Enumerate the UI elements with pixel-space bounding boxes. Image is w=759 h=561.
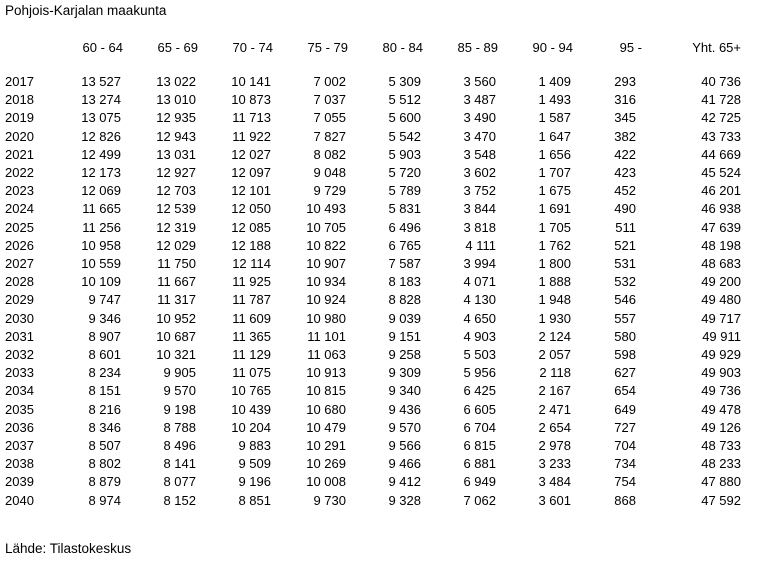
row-year: 2029	[5, 292, 34, 308]
table-row	[0, 437, 755, 455]
table-cell: 3 487	[463, 92, 496, 108]
table-cell: 10 958	[81, 237, 121, 253]
table-cell: 10 141	[231, 74, 271, 89]
table-cell: 316	[614, 92, 636, 108]
table-cell: 10 269	[306, 456, 346, 472]
table-cell: 47 592	[701, 492, 741, 508]
table-cell: 3 602	[463, 165, 496, 181]
table-row	[0, 219, 755, 237]
row-year: 2032	[5, 347, 34, 363]
table-cell: 7 002	[313, 74, 346, 89]
table-cell: 546	[614, 292, 636, 308]
table-cell: 754	[614, 474, 636, 490]
table-cell: 49 911	[702, 328, 741, 344]
table-cell: 12 101	[231, 183, 271, 199]
row-year: 2031	[5, 328, 34, 344]
table-cell: 654	[614, 383, 636, 399]
table-cell: 5 789	[388, 183, 421, 199]
table-cell: 1 656	[538, 146, 571, 162]
table-cell: 12 050	[231, 201, 271, 217]
table-cell: 49 736	[701, 383, 741, 399]
table-cell: 9 328	[388, 492, 421, 508]
table-cell: 12 927	[156, 165, 196, 181]
table-cell: 9 883	[238, 438, 271, 454]
table-cell: 9 198	[163, 401, 196, 417]
table-cell: 382	[614, 128, 636, 144]
table-cell: 9 309	[388, 365, 421, 381]
table-cell: 3 601	[538, 492, 571, 508]
table-cell: 49 717	[701, 310, 741, 326]
table-cell: 4 903	[463, 328, 496, 344]
table-cell: 10 479	[306, 419, 346, 435]
table-cell: 8 077	[163, 474, 196, 490]
table-cell: 3 818	[463, 219, 496, 235]
population-table	[0, 38, 755, 510]
table-cell: 47 880	[701, 474, 741, 490]
table-cell: 10 913	[306, 365, 346, 381]
row-year: 2026	[5, 237, 34, 253]
table-cell: 13 010	[156, 92, 196, 108]
table-cell: 8 141	[163, 456, 196, 472]
table-cell: 1 647	[538, 128, 571, 144]
table-cell: 9 747	[88, 292, 121, 308]
row-year: 2035	[5, 401, 34, 417]
table-row	[0, 200, 755, 218]
table-cell: 1 493	[538, 92, 571, 108]
table-cell: 5 831	[388, 201, 421, 217]
table-cell: 1 705	[538, 219, 571, 235]
table-cell: 6 949	[463, 474, 496, 490]
table-cell: 10 705	[306, 219, 346, 235]
table-cell: 12 539	[156, 201, 196, 217]
table-cell: 10 873	[231, 92, 271, 108]
table-cell: 868	[614, 492, 636, 508]
table-cell: 10 493	[306, 201, 346, 217]
table-cell: 511	[615, 219, 636, 235]
table-cell: 49 480	[701, 292, 741, 308]
row-year: 2036	[5, 419, 34, 435]
table-cell: 11 925	[232, 274, 271, 290]
table-cell: 8 851	[238, 492, 271, 508]
table-cell: 3 548	[463, 146, 496, 162]
row-year: 2022	[5, 165, 34, 181]
table-cell: 11 063	[307, 347, 346, 363]
table-cell: 11 713	[232, 110, 271, 126]
table-cell: 422	[614, 146, 636, 162]
table-cell: 2 978	[538, 438, 571, 454]
table-cell: 48 198	[701, 237, 741, 253]
table-cell: 8 601	[88, 347, 121, 363]
table-cell: 10 439	[231, 401, 271, 417]
table-cell: 48 233	[701, 456, 741, 472]
column-header: 65 - 69	[157, 40, 198, 55]
table-cell: 12 069	[81, 183, 121, 199]
table-cell: 521	[614, 237, 636, 253]
table-cell: 10 924	[306, 292, 346, 308]
table-cell: 11 365	[232, 328, 271, 344]
table-cell: 13 031	[156, 146, 196, 162]
table-cell: 6 704	[463, 419, 496, 435]
table-cell: 48 683	[701, 256, 741, 272]
table-cell: 1 691	[538, 201, 571, 217]
table-row	[0, 73, 755, 91]
table-cell: 46 938	[701, 201, 741, 217]
row-year: 2023	[5, 183, 34, 199]
table-body	[0, 73, 755, 510]
table-cell: 11 101	[307, 328, 346, 344]
table-cell: 3 484	[538, 474, 571, 490]
table-cell: 43 733	[701, 128, 741, 144]
table-cell: 9 570	[388, 419, 421, 435]
row-year: 2021	[5, 146, 34, 162]
table-cell: 1 930	[538, 310, 571, 326]
table-cell: 490	[614, 201, 636, 217]
table-cell: 12 943	[156, 128, 196, 144]
table-cell: 531	[614, 256, 636, 272]
table-cell: 9 346	[88, 310, 121, 326]
table-cell: 2 654	[538, 419, 571, 435]
table-cell: 8 507	[88, 438, 121, 454]
header-year	[0, 38, 51, 58]
table-cell: 8 907	[88, 328, 121, 344]
table-cell: 8 234	[88, 365, 121, 381]
table-cell: 44 669	[701, 146, 741, 162]
table-cell: 2 471	[538, 401, 571, 417]
table-row	[0, 237, 755, 255]
table-cell: 46 201	[701, 183, 741, 199]
table-cell: 8 496	[163, 438, 196, 454]
column-header: 90 - 94	[532, 40, 573, 55]
table-cell: 13 527	[81, 74, 121, 89]
table-cell: 11 750	[157, 256, 196, 272]
table-row	[0, 255, 755, 273]
row-year: 2034	[5, 383, 34, 399]
table-cell: 2 167	[538, 383, 571, 399]
table-cell: 10 559	[81, 256, 121, 272]
table-cell: 580	[614, 328, 636, 344]
table-cell: 11 317	[157, 292, 196, 308]
table-cell: 5 503	[463, 347, 496, 363]
table-row	[0, 146, 755, 164]
table-cell: 9 566	[388, 438, 421, 454]
row-year: 2037	[5, 438, 34, 454]
table-cell: 1 948	[538, 292, 571, 308]
table-cell: 1 888	[538, 274, 571, 290]
table-header	[0, 38, 755, 73]
table-cell: 7 587	[388, 256, 421, 272]
table-cell: 9 412	[388, 474, 421, 490]
table-cell: 10 934	[306, 274, 346, 290]
table-cell: 8 151	[88, 383, 121, 399]
table-row	[0, 382, 755, 400]
table-cell: 10 907	[306, 256, 346, 272]
row-year: 2019	[5, 110, 34, 126]
table-cell: 8 828	[388, 292, 421, 308]
table-cell: 8 346	[88, 419, 121, 435]
table-row	[0, 328, 755, 346]
table-row	[0, 182, 755, 200]
column-header: 75 - 79	[307, 40, 348, 55]
table-cell: 12 319	[156, 219, 196, 235]
column-header: 80 - 84	[382, 40, 423, 55]
table-cell: 49 903	[701, 365, 741, 381]
row-year: 2039	[5, 474, 34, 490]
table-cell: 5 512	[388, 92, 421, 108]
table-cell: 345	[614, 110, 636, 126]
table-cell: 9 729	[313, 183, 346, 199]
table-cell: 8 974	[88, 492, 121, 508]
table-cell: 12 027	[231, 146, 271, 162]
table-cell: 11 075	[232, 365, 271, 381]
row-year: 2028	[5, 274, 34, 290]
table-cell: 13 274	[81, 92, 121, 108]
table-cell: 2 124	[538, 328, 571, 344]
table-cell: 4 130	[463, 292, 496, 308]
table-cell: 6 815	[463, 438, 496, 454]
table-row	[0, 273, 755, 291]
table-cell: 12 499	[81, 146, 121, 162]
table-row	[0, 91, 755, 109]
table-cell: 42 725	[701, 110, 741, 126]
row-year: 2020	[5, 128, 34, 144]
table-cell: 1 587	[538, 110, 571, 126]
table-cell: 532	[614, 274, 636, 290]
table-cell: 9 730	[313, 492, 346, 508]
table-cell: 10 952	[156, 310, 196, 326]
table-cell: 10 765	[231, 383, 271, 399]
table-cell: 5 903	[388, 146, 421, 162]
table-cell: 10 687	[156, 328, 196, 344]
table-cell: 11 665	[82, 201, 121, 217]
column-header: 60 - 64	[82, 40, 123, 55]
column-header: 70 - 74	[232, 40, 273, 55]
table-cell: 40 736	[701, 74, 741, 89]
table-cell: 11 667	[157, 274, 196, 290]
table-cell: 557	[614, 310, 636, 326]
table-cell: 10 109	[81, 274, 121, 290]
table-cell: 1 707	[538, 165, 571, 181]
table-cell: 10 680	[306, 401, 346, 417]
table-cell: 1 762	[538, 237, 571, 253]
table-cell: 9 039	[388, 310, 421, 326]
table-cell: 2 118	[539, 365, 571, 381]
row-year: 2024	[5, 201, 34, 217]
table-cell: 12 085	[231, 219, 271, 235]
table-row	[0, 128, 755, 146]
row-year: 2033	[5, 365, 34, 381]
page-title: Pohjois-Karjalan maakunta	[5, 3, 167, 18]
table-row	[0, 473, 755, 491]
table-cell: 598	[614, 347, 636, 363]
table-cell: 11 609	[232, 310, 271, 326]
table-cell: 423	[614, 165, 636, 181]
table-cell: 10 008	[306, 474, 346, 490]
table-cell: 12 188	[231, 237, 271, 253]
table-cell: 5 956	[463, 365, 496, 381]
table-cell: 8 183	[388, 274, 421, 290]
table-row	[0, 364, 755, 382]
table-cell: 9 905	[163, 365, 196, 381]
table-cell: 9 258	[388, 347, 421, 363]
table-cell: 3 490	[463, 110, 496, 126]
table-cell: 1 675	[538, 183, 571, 199]
table-cell: 47 639	[701, 219, 741, 235]
row-year: 2017	[5, 74, 34, 89]
table-cell: 5 720	[388, 165, 421, 181]
table-cell: 6 496	[388, 219, 421, 235]
table-cell: 3 752	[463, 183, 496, 199]
table-cell: 48 733	[701, 438, 741, 454]
table-cell: 12 029	[156, 237, 196, 253]
table-cell: 6 425	[463, 383, 496, 399]
table-cell: 1 409	[538, 74, 571, 89]
table-cell: 3 844	[463, 201, 496, 217]
column-header: 95 -	[619, 40, 642, 55]
row-year: 2025	[5, 219, 34, 235]
table-cell: 12 703	[156, 183, 196, 199]
source-note: Lähde: Tilastokeskus	[5, 541, 132, 556]
table-cell: 8 082	[313, 146, 346, 162]
table-cell: 7 055	[313, 110, 346, 126]
table-cell: 7 062	[463, 492, 496, 508]
table-cell: 9 196	[238, 474, 271, 490]
table-cell: 2 057	[538, 347, 571, 363]
table-cell: 9 570	[163, 383, 196, 399]
table-cell: 452	[614, 183, 636, 199]
table-row	[0, 310, 755, 328]
table-cell: 6 765	[388, 237, 421, 253]
row-year: 2038	[5, 456, 34, 472]
table-cell: 45 524	[701, 165, 741, 181]
table-cell: 12 826	[81, 128, 121, 144]
table-row	[0, 291, 755, 309]
table-cell: 12 097	[231, 165, 271, 181]
table-cell: 4 111	[465, 237, 496, 253]
header-row	[0, 38, 755, 58]
table-cell: 11 787	[232, 292, 271, 308]
table-cell: 5 309	[388, 74, 421, 89]
table-cell: 3 470	[463, 128, 496, 144]
table-row	[0, 109, 755, 127]
table-row	[0, 419, 755, 437]
table-cell: 10 204	[231, 419, 271, 435]
table-cell: 4 650	[463, 310, 496, 326]
table-row	[0, 346, 755, 364]
row-year: 2030	[5, 310, 34, 326]
table-cell: 3 233	[538, 456, 571, 472]
table-cell: 6 605	[463, 401, 496, 417]
table-cell: 8 216	[88, 401, 121, 417]
table-cell: 11 129	[232, 347, 271, 363]
table-cell: 11 256	[82, 219, 121, 235]
table-cell: 8 788	[163, 419, 196, 435]
table-cell: 49 200	[701, 274, 741, 290]
table-cell: 13 075	[81, 110, 121, 126]
table-cell: 49 126	[701, 419, 741, 435]
table-cell: 627	[614, 365, 636, 381]
table-cell: 12 173	[81, 165, 121, 181]
table-cell: 9 048	[313, 165, 346, 181]
table-cell: 9 466	[388, 456, 421, 472]
table-cell: 1 800	[538, 256, 571, 272]
column-header: 85 - 89	[457, 40, 498, 55]
table-cell: 3 560	[463, 74, 496, 89]
row-year: 2027	[5, 256, 34, 272]
table-cell: 8 152	[163, 492, 196, 508]
table-cell: 7 827	[313, 128, 346, 144]
table-cell: 10 815	[306, 383, 346, 399]
table-cell: 727	[614, 419, 636, 435]
table-cell: 12 114	[232, 256, 271, 272]
table-cell: 41 728	[701, 92, 741, 108]
table-cell: 7 037	[313, 92, 346, 108]
table-cell: 5 600	[388, 110, 421, 126]
table-cell: 49 929	[701, 347, 741, 363]
row-year: 2040	[5, 492, 34, 508]
table-row	[0, 164, 755, 182]
table-cell: 8 802	[88, 456, 121, 472]
table-cell: 12 935	[156, 110, 196, 126]
table-cell: 49 478	[701, 401, 741, 417]
table-cell: 4 071	[463, 274, 496, 290]
table-cell: 704	[614, 438, 636, 454]
table-cell: 3 994	[463, 256, 496, 272]
table-row	[0, 455, 755, 473]
table-cell: 9 509	[238, 456, 271, 472]
table-cell: 8 879	[88, 474, 121, 490]
column-header: Yht. 65+	[692, 40, 741, 55]
table-cell: 293	[614, 74, 636, 89]
table-cell: 10 980	[306, 310, 346, 326]
table-row	[0, 401, 755, 419]
table-row	[0, 492, 755, 510]
table-cell: 9 151	[388, 328, 421, 344]
table-cell: 734	[614, 456, 636, 472]
table-cell: 10 291	[306, 438, 346, 454]
table-cell: 10 822	[306, 237, 346, 253]
table-cell: 13 022	[156, 74, 196, 89]
table-cell: 5 542	[388, 128, 421, 144]
row-year: 2018	[5, 92, 34, 108]
table-cell: 649	[614, 401, 636, 417]
table-cell: 6 881	[463, 456, 496, 472]
table-cell: 9 340	[388, 383, 421, 399]
table-cell: 9 436	[388, 401, 421, 417]
table-cell: 10 321	[156, 347, 196, 363]
table-cell: 11 922	[232, 128, 271, 144]
